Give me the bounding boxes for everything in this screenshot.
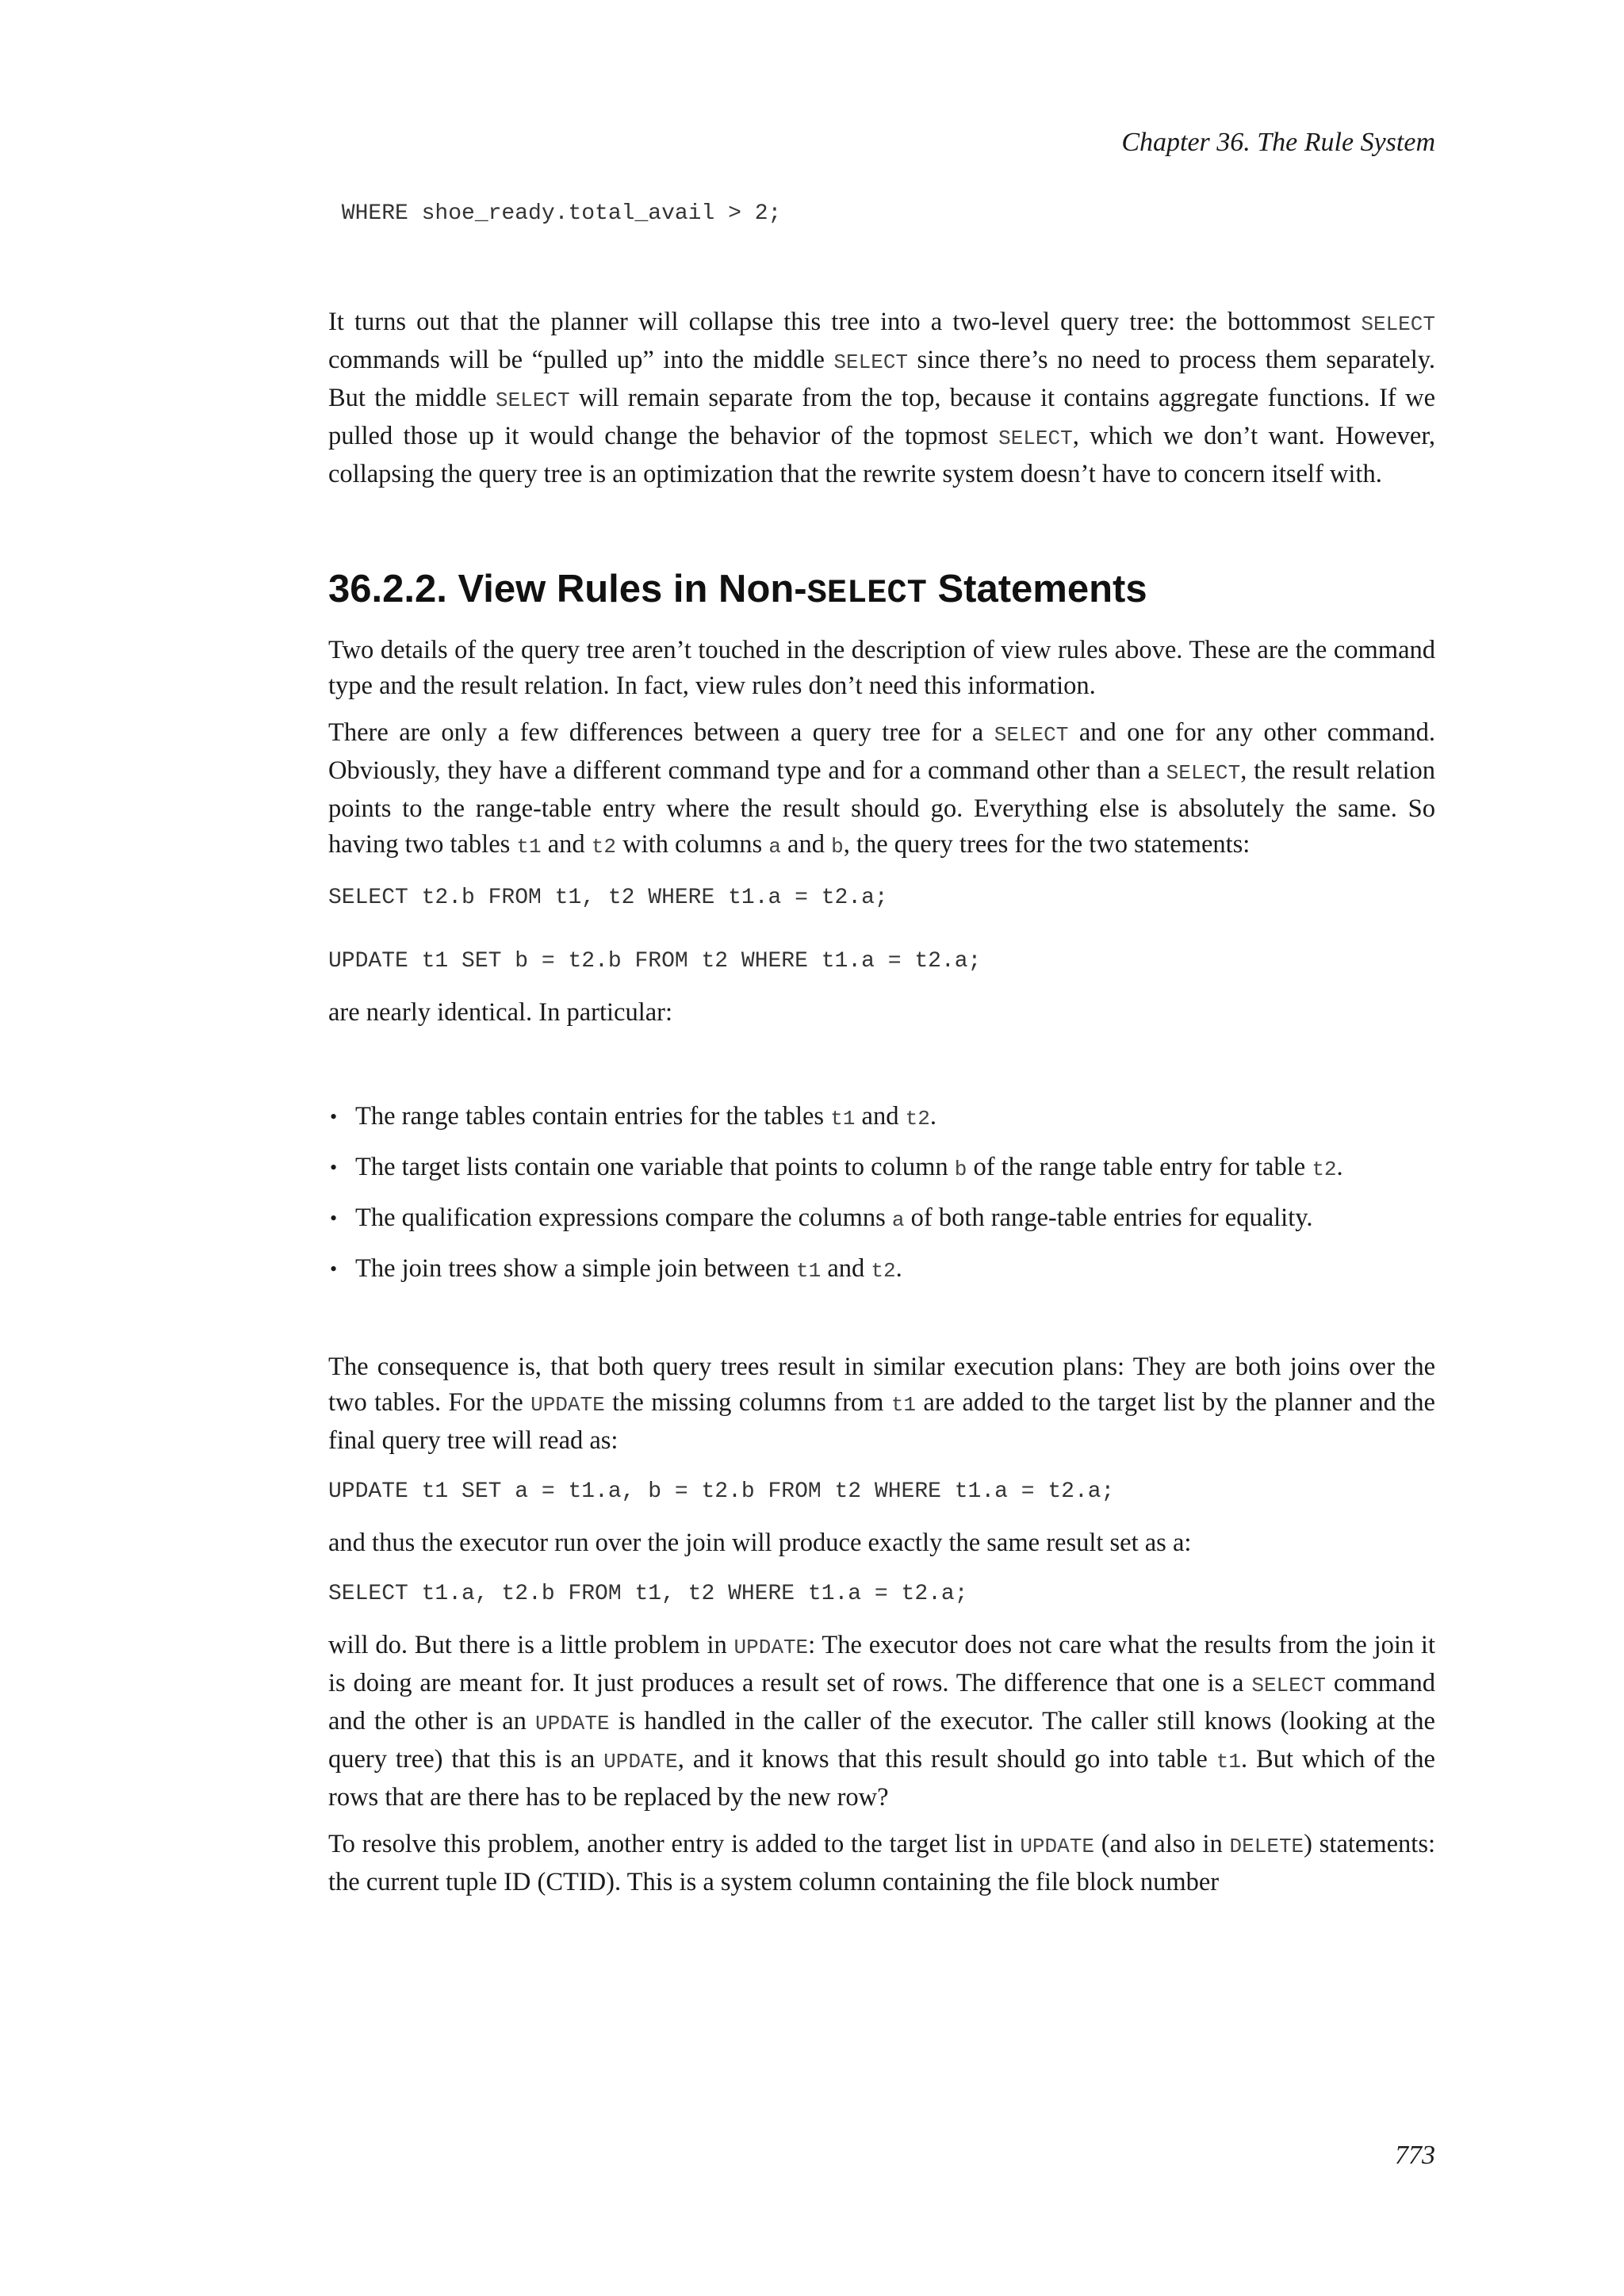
paragraph-executor-run: and thus the executor run over the join will produce exactly the same result set as a: <box>328 1529 1192 1557</box>
paragraph-consequence: The consequence is, that both query trees result in similar execution plans: They are both joins over the two tables. For the UPDATE the missing columns from t1 are added to the target list by the planner and the final query tree will read as: <box>328 1353 1435 1455</box>
inline-code: UPDATE <box>1020 1835 1094 1858</box>
inline-code: UPDATE <box>733 1636 809 1659</box>
inline-code: SELECT <box>1166 761 1241 785</box>
inline-code: t1 <box>1216 1750 1241 1774</box>
code-block-select-join: SELECT t1.a, t2.b FROM t1, t2 WHERE t1.a = t2.a; <box>328 1582 968 1606</box>
paragraph-differences: There are only a few differences between a query tree for a SELECT and one for any other command. Obviously, they have a different command type and for a command other than a SELECT, the result relation points to the range-table entry where the result should go. Everything else is absolutely the same. So having two tables t1 and t2 with columns a and b, the query trees for the two statements: <box>328 718 1436 859</box>
inline-code: t1 <box>891 1393 917 1417</box>
paragraph-resolve: To resolve this problem, another entry is added to the target list in UPDATE (and also in DELETE) statements: the current tuple ID (CTID). This is a system column containing the file block number <box>328 1830 1435 1896</box>
code-block-update: UPDATE t1 SET b = t2.b FROM t2 WHERE t1.a = t2.a; <box>328 949 982 974</box>
inline-code: a <box>768 835 781 859</box>
code-block-final-update: UPDATE t1 SET a = t1.a, b = t2.b FROM t2 WHERE t1.a = t2.a; <box>328 1479 1115 1504</box>
inline-code: b <box>831 835 844 859</box>
running-head: Chapter 36. The Rule System <box>1121 128 1435 157</box>
inline-code: SELECT <box>998 427 1073 450</box>
paragraph-little-problem: will do. But there is a little problem in UPDATE: The executor does not care what the results from the join it is doing are meant for. It just produces a result set of rows. The difference that one is a SELECT command and the other is an UPDATE is handled in the caller of the executor. The caller still knows (looking at the query tree) that this is an UPDATE, and it knows that this result should go into table t1. But which of the rows that are there has to be replaced by the new row? <box>328 1631 1435 1812</box>
inline-code: DELETE <box>1229 1835 1304 1858</box>
paragraph-planner-collapse: It turns out that the planner will collapse this tree into a two-level query tree: the bottommost SELECT commands will be “pulled up” into the middle SELECT since there’s no need to process them separately. But the middle SELECT will remain separate from the top, because it contains aggregate functions. If we pulled those up it would change the behavior of the topmost SELECT, which we don’t want. However, collapsing the query tree is an optimization that the rewrite system doesn’t have to concern itself with. <box>328 308 1436 488</box>
bullet-list <box>328 1099 1435 1289</box>
inline-code: t2 <box>591 835 617 859</box>
inline-code: SELECT <box>495 388 570 412</box>
inline-code: SELECT <box>833 350 909 374</box>
list-item: • The range tables contain entries for the tables t1 and t2. <box>330 1102 936 1131</box>
paragraph-nearly-identical: are nearly identical. In particular: <box>328 998 673 1027</box>
list-item: • The qualification expressions compare the columns a of both range-table entries for equality. <box>330 1203 1313 1232</box>
inline-code: SELECT <box>1361 312 1435 336</box>
code-block-select: SELECT t2.b FROM t1, t2 WHERE t1.a = t2.a; <box>328 886 888 910</box>
inline-code: t1 <box>516 835 542 859</box>
inline-code: SELECT <box>1251 1674 1326 1697</box>
code-block-top: WHERE shoe_ready.total_avail > 2; <box>328 201 782 226</box>
inline-code: SELECT <box>994 723 1069 747</box>
section-heading: 36.2.2. View Rules in Non-SELECT Statements <box>328 568 1147 612</box>
inline-code: UPDATE <box>530 1393 605 1417</box>
inline-code: UPDATE <box>534 1712 610 1735</box>
list-item: • The target lists contain one variable that points to column b of the range table entry for table t2. <box>330 1153 1343 1181</box>
list-item: • The join trees show a simple join between t1 and t2. <box>330 1254 902 1283</box>
paragraph-details: Two details of the query tree aren’t touched in the description of view rules above. These are the command type and the result relation. In fact, view rules don’t need this information. <box>328 636 1435 700</box>
page-number: 773 <box>1395 2141 1435 2170</box>
page-content <box>328 198 1435 1900</box>
inline-code: UPDATE <box>603 1750 678 1774</box>
